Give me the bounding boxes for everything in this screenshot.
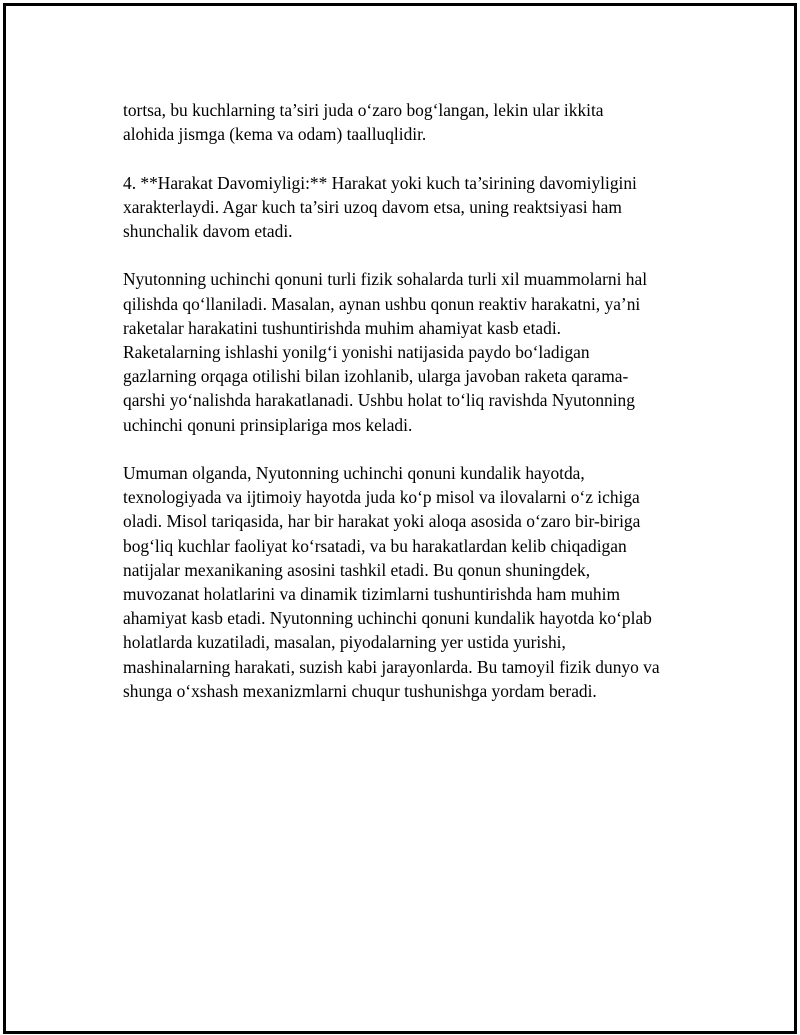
text-line: uchinchi qonuni prinsiplariga mos keladi.	[123, 414, 413, 435]
text-line: xarakterlaydi. Agar kuch ta’siri uzoq davom etsa, uning reaktsiyasi ham	[123, 196, 622, 217]
text-line: Umuman olganda, Nyutonning uchinchi qonuni kundalik hayotda,	[123, 463, 585, 483]
text-line: oladi. Misol tariqasida, har bir harakat yoki aloqa asosida o‘zaro bir-biriga	[123, 511, 641, 532]
paragraph-conclusion	[123, 461, 723, 703]
paragraph-continuation	[123, 98, 723, 146]
paragraph-harakat-davomiyligi	[123, 171, 723, 244]
text-line: shunchalik davom etadi.	[123, 221, 293, 241]
text-line: ahamiyat kasb etadi. Nyutonning uchinchi qonuni kundalik hayotda ko‘plab	[123, 608, 652, 629]
text-line: qarshi yo‘nalishda harakatlanadi. Ushbu holat to‘liq ravishda Nyutonning	[123, 390, 635, 411]
text-line: Raketalarning ishlashi yonilg‘i yonishi natijasida paydo bo‘ladigan	[123, 342, 590, 362]
page-frame	[3, 3, 797, 1034]
text-line: 4. **Harakat Davomiyligi:** Harakat yoki kuch ta’sirining davomiyligini	[123, 172, 637, 193]
text-line: gazlarning orqaga otilishi bilan izohlanib, ularga javoban raketa qarama-	[123, 366, 629, 387]
text-line: bog‘liq kuchlar faoliyat ko‘rsatadi, va bu harakatlardan kelib chiqadigan	[123, 535, 627, 556]
text-line: alohida jismga (kema va odam) taalluqlidir.	[123, 124, 427, 145]
text-line: raketalar harakatini tushuntirishda muhim ahamiyat kasb etadi.	[123, 317, 562, 338]
text-line: qilishda qo‘llaniladi. Masalan, aynan ushbu qonun reaktiv harakatni, ya’ni	[123, 293, 641, 314]
text-line: natijalar mexanikaning asosini tashkil etadi. Bu qonun shuningdek,	[123, 559, 591, 580]
document-body	[123, 98, 723, 727]
text-line: shunga o‘xshash mexanizmlarni chuqur tushunishga yordam beradi.	[123, 680, 597, 701]
paragraph-rocket-example	[123, 267, 723, 436]
text-line: Nyutonning uchinchi qonuni turli fizik sohalarda turli xil muammolarni hal	[123, 269, 648, 290]
text-line: holatlarda kuzatiladi, masalan, piyodalarning yer ustida yurishi,	[123, 632, 566, 653]
text-line: texnologiyada va ijtimoiy hayotda juda ko‘p misol va ilovalarni o‘z ichiga	[123, 487, 640, 508]
text-line: muvozanat holatlarini va dinamik tizimlarni tushuntirishda ham muhim	[123, 584, 620, 605]
text-line: tortsa, bu kuchlarning ta’siri juda o‘zaro bog‘langan, lekin ular ikkita	[123, 100, 604, 120]
text-line: mashinalarning harakati, suzish kabi jarayonlarda. Bu tamoyil fizik dunyo va	[123, 656, 660, 677]
